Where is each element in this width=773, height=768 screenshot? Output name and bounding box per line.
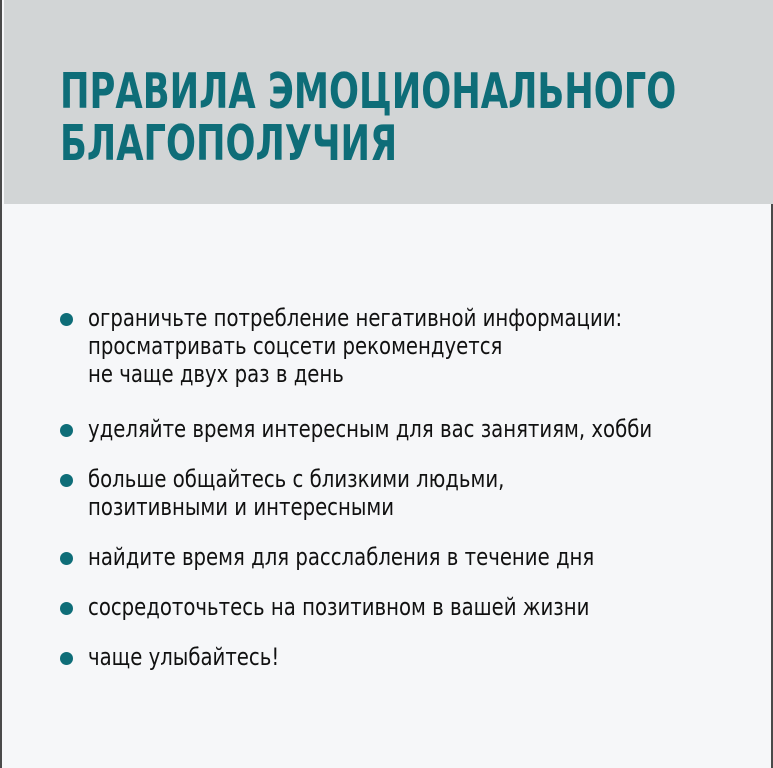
- rule-text: [88, 415, 652, 443]
- rule-text-line: не чаще двух раз в день: [88, 360, 344, 388]
- rule-text-line: позитивными и интересными: [88, 493, 395, 521]
- page-title-line-1: ПРАВИЛА ЭМОЦИОНАЛЬНОГО: [60, 63, 677, 120]
- bullet-dot-icon: [60, 424, 73, 437]
- rule-text-line: чаще улыбайтесь!: [88, 643, 280, 671]
- rule-text-line: ограничьте потребление негативной информации:: [88, 304, 623, 332]
- page-title: [60, 63, 677, 172]
- rule-text: [88, 593, 589, 621]
- rule-item: [60, 593, 760, 621]
- bullet-dot-icon: [60, 552, 73, 565]
- rule-text: [88, 543, 594, 571]
- rule-text: [88, 643, 279, 671]
- rules-list: [60, 304, 760, 671]
- rule-text-line: больше общайтесь с близкими людьми,: [88, 465, 505, 493]
- rule-text-line: просматривать соцсети рекомендуется: [88, 332, 503, 360]
- bullet-dot-icon: [60, 313, 73, 326]
- rule-item: [60, 543, 760, 571]
- rule-item: [60, 304, 760, 388]
- rule-text-line: уделяйте время интересным для вас занятиям, хобби: [88, 415, 653, 443]
- rule-text: [88, 465, 504, 521]
- rule-text-line: сосредоточьтесь на позитивном в вашей жизни: [88, 593, 590, 621]
- bullet-dot-icon: [60, 652, 73, 665]
- rule-text: [88, 304, 622, 388]
- bullet-dot-icon: [60, 474, 73, 487]
- page-title-line-2: БЛАГОПОЛУЧИЯ: [60, 115, 398, 172]
- rule-item: [60, 643, 760, 671]
- rule-item: [60, 465, 760, 521]
- rule-text-line: найдите время для расслабления в течение дня: [88, 543, 595, 571]
- rule-item: [60, 415, 760, 443]
- bullet-dot-icon: [60, 602, 73, 615]
